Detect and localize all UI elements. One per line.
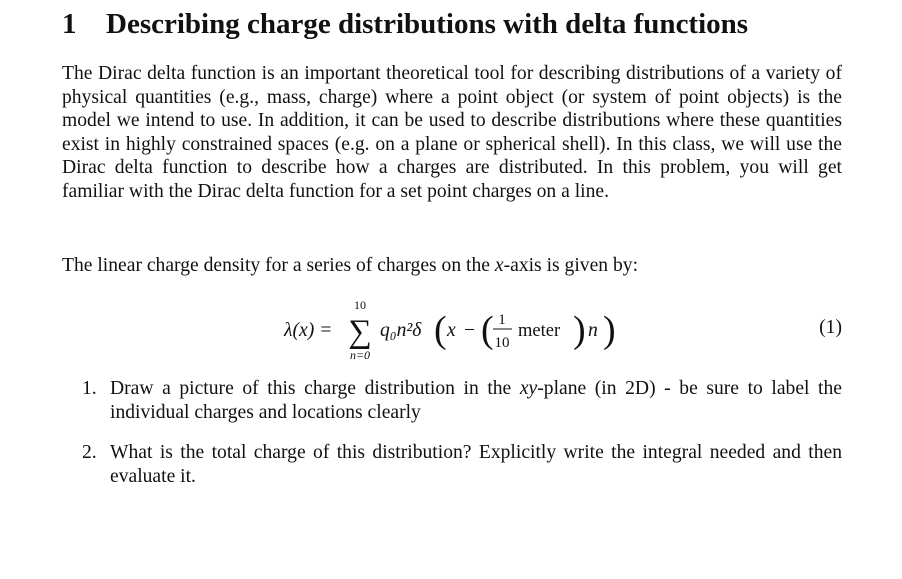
equation-minus: −	[464, 320, 476, 341]
intro-text-after: -axis is given by:	[503, 255, 639, 276]
question-text-before: Draw a picture of this charge distribution in the	[110, 378, 520, 399]
unit-text: meter	[518, 321, 561, 341]
section-heading	[62, 4, 748, 44]
x-variable: x	[494, 255, 504, 276]
question-list	[82, 377, 842, 488]
charge-density-equation	[62, 296, 842, 364]
summation-sign: ∑	[348, 314, 372, 350]
intro-text-before: The linear charge density for a series of charges on the	[62, 255, 495, 276]
intro-paragraph: The Dirac delta function is an important theoretical tool for describing distributions of a variety of physical quantities (e.g., mass, charge) where a point object (or system of point objects) is the model we intend to use. In addition, it can be used to describe distributions where these quantities exist in highly constrained spaces (e.g. on a plane or spherical shell). In this class, we will use the Dirac delta function to describe how a charges are distributed. In this problem, you will get familiar with the Dirac delta function for a set point charges on a line.	[62, 63, 842, 202]
question-item	[82, 441, 842, 488]
section-title: Describing charge distributions with delta functions	[106, 8, 749, 40]
sum-upper-limit: 10	[354, 298, 366, 312]
question-number: 1.	[82, 378, 97, 399]
question-item	[82, 377, 842, 424]
equation-lhs: λ(x) =	[284, 320, 333, 341]
equation-x: x	[447, 320, 456, 341]
sum-lower-limit: n=0	[349, 348, 371, 362]
charge-density-intro	[62, 254, 842, 278]
outer-close-paren: )	[603, 309, 616, 351]
question-text: What is the total charge of this distribution? Explicitly write the integral needed and then evaluate it.	[110, 442, 842, 487]
xy-variable: xy	[519, 378, 538, 399]
inner-close-paren: )	[573, 309, 586, 351]
equation-n: n	[588, 320, 598, 341]
outer-open-paren: (	[434, 309, 447, 351]
equation-number: (1)	[819, 317, 842, 338]
fraction-denominator: 10	[494, 335, 510, 351]
question-text-after: -plane (in 2D) - be sure to label the individual charges and locations clearly	[110, 378, 842, 423]
fraction-numerator: 1	[498, 312, 506, 328]
question-number: 2.	[82, 442, 97, 464]
equation-graphic	[62, 296, 842, 366]
inner-open-paren: (	[481, 309, 494, 351]
equation-coefficient: q₀n²δ	[380, 320, 422, 341]
section-number: 1	[62, 8, 77, 40]
